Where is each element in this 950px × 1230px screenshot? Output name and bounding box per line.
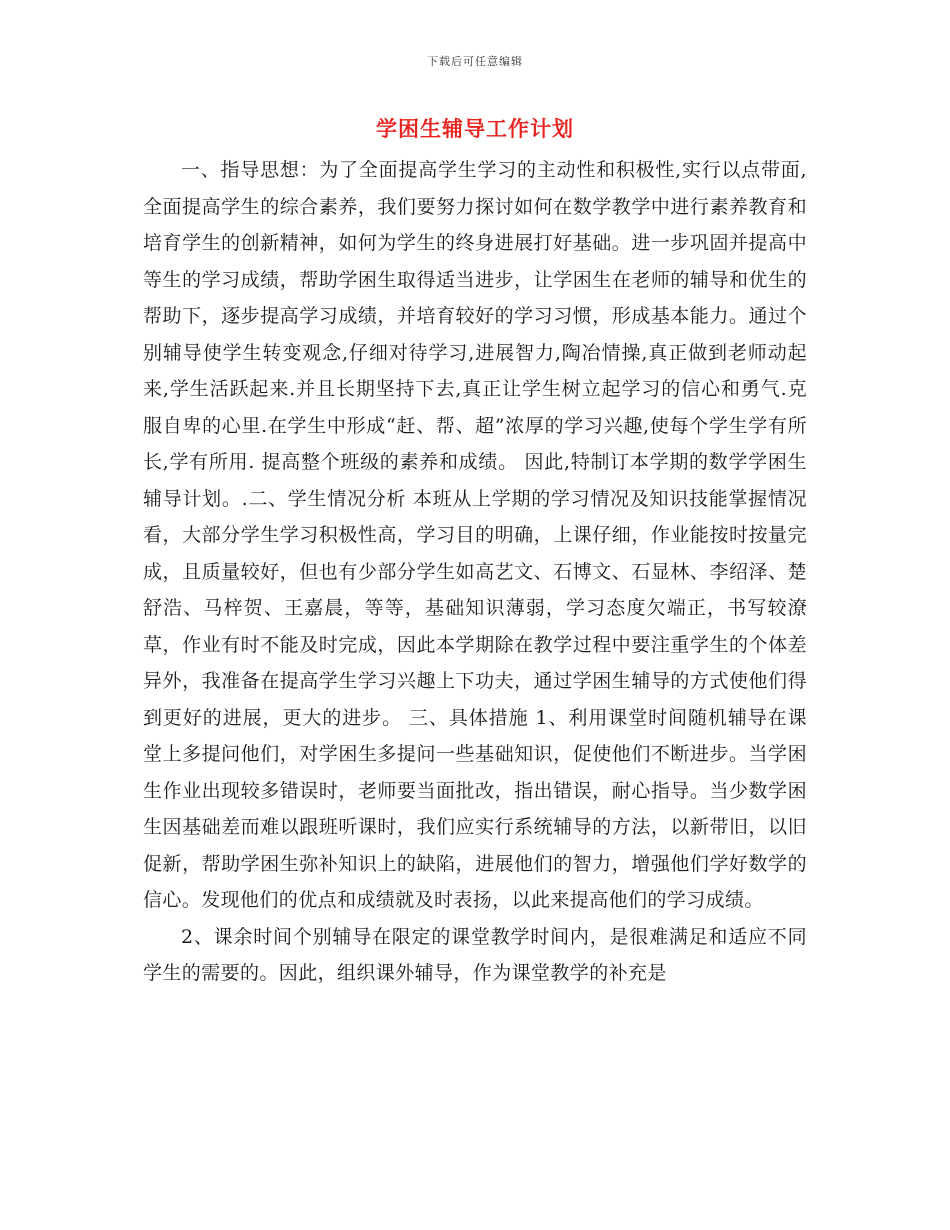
document-title: 学困生辅导工作计划 [376, 116, 574, 141]
paragraph-2: 2、课余时间个别辅导在限定的课堂教学时间内，是很难满足和适应不同学生的需要的。因此，组织课外辅导，作为课堂教学的补充是 [143, 925, 807, 984]
page-header-note: 下载后可任意编辑 [427, 55, 523, 68]
paragraph-1: 一、指导思想：为了全面提高学生学习的主动性和积极性,实行以点带面,全面提高学生的综合素养，我们要努力探讨如何在数学教学中进行素养教育和培育学生的创新精神，如何为学生的终身进展打好基础。进一步巩固并提高中等生的学习成绩，帮助学困生取得适当进步，让学困生在老师的辅导和优生的帮助下，逐步提高学习成绩，并培育较好的学习习惯，形成基本能力。通过个别辅导使学生转变观念,仔细对待学习,进展智力,陶冶情操,真正做到老师动起来,学生活跃起来.并且长期坚持下去,真正让学生树立起学习的信心和勇气.克服自卑的心里.在学生中形成“赶、帮、超”浓厚的学习兴趣,使每个学生学有所长,学有所用. 提高整个班级的素养和成绩。 因此,特制订本学期的数学学困生辅导计划。.二、学生情况分析 本班从上学期的学习情况及知识技能掌握情况看，大部分学生学习积极性高，学习目的明确，上课仔细，作业能按时按量完成，且质量较好，但也有少部分学生如高艺文、石博文、石显林、李绍泽、楚舒浩、马梓贺、王嘉晨，等等，基础知识薄弱，学习态度欠端正，书写较潦草，作业有时不能及时完成，因此本学期除在教学过程中要注重学生的个体差异外，我准备在提高学生学习兴趣上下功夫，通过学困生辅导的方式使他们得到更好的进展，更大的进步。 三、具体措施 1、利用课堂时间随机辅导在课堂上多提问他们，对学困生多提问一些基础知识，促使他们不断进步。当学困生作业出现较多错误时，老师要当面批改，指出错误，耐心指导。当少数学困生因基础差而难以跟班听课时，我们应实行系统辅导的方法，以新带旧，以旧促新，帮助学困生弥补知识上的缺陷，进展他们的智力，增强他们学好数学的信心。发现他们的优点和成绩就及时表扬，以此来提高他们的学习成绩。 [143, 159, 807, 911]
document-body [143, 152, 807, 992]
